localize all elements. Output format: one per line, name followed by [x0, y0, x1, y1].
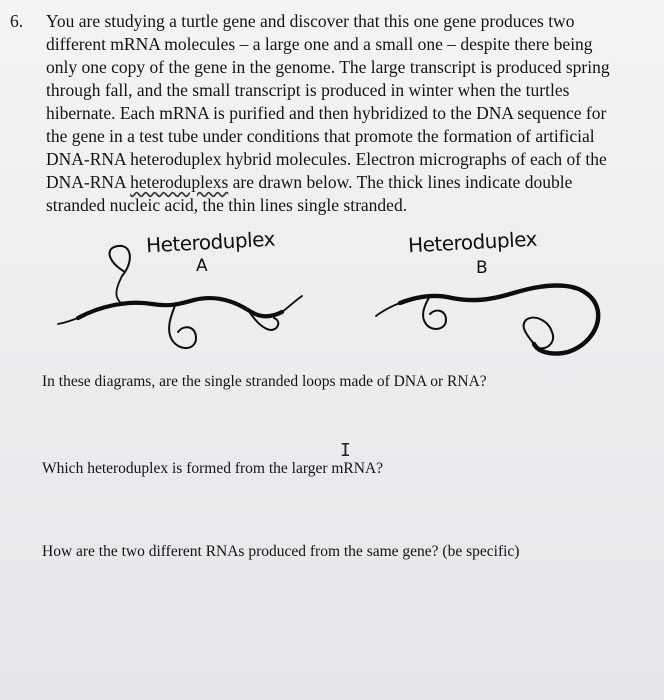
question-line: hibernate. Each mRNA is purified and then hybridized to the DNA sequence for [46, 103, 607, 123]
line-text: are drawn below. The thick lines indicate double [228, 172, 573, 192]
sub-question-2: Which heteroduplex is formed from the larger mRNA? [42, 460, 384, 477]
sub-question-1: In these diagrams, are the single stranded loops made of DNA or RNA? [42, 373, 487, 390]
question-line: stranded nucleic acid, the thin lines single stranded. [46, 195, 408, 215]
question-line: the gene in a test tube under conditions that promote the formation of artificial [46, 126, 595, 146]
heteroduplex-b-label: Heteroduplex [407, 226, 538, 258]
heteroduplex-b-drawing [376, 285, 598, 353]
question-line: only one copy of the gene in the genome. The large transcript is produced spring [46, 57, 610, 77]
heteroduplex-b-sub: B [476, 258, 488, 278]
question-line: different mRNA molecules – a large one and a small one – despite there being [46, 34, 593, 54]
question-line: You are studying a turtle gene and discover that this one gene produces two [46, 11, 575, 31]
heteroduplex-a-label: Heteroduplex [145, 226, 276, 258]
spellcheck-word: heteroduplexs [130, 172, 229, 192]
heteroduplex-a-sub: A [196, 256, 208, 276]
question-line: through fall, and the small transcript is produced in winter when the turtles [46, 80, 570, 100]
sub-question-3: How are the two different RNAs produced from the same gene? (be specific) [42, 543, 520, 560]
question-line: DNA-RNA heteroduplex hybrid molecules. Electron micrographs of each of the [46, 149, 607, 169]
text-cursor-icon: I [340, 440, 351, 461]
heteroduplex-a-drawing [58, 246, 302, 348]
line-text: DNA-RNA [46, 172, 131, 192]
question-number: 6. [10, 11, 24, 31]
